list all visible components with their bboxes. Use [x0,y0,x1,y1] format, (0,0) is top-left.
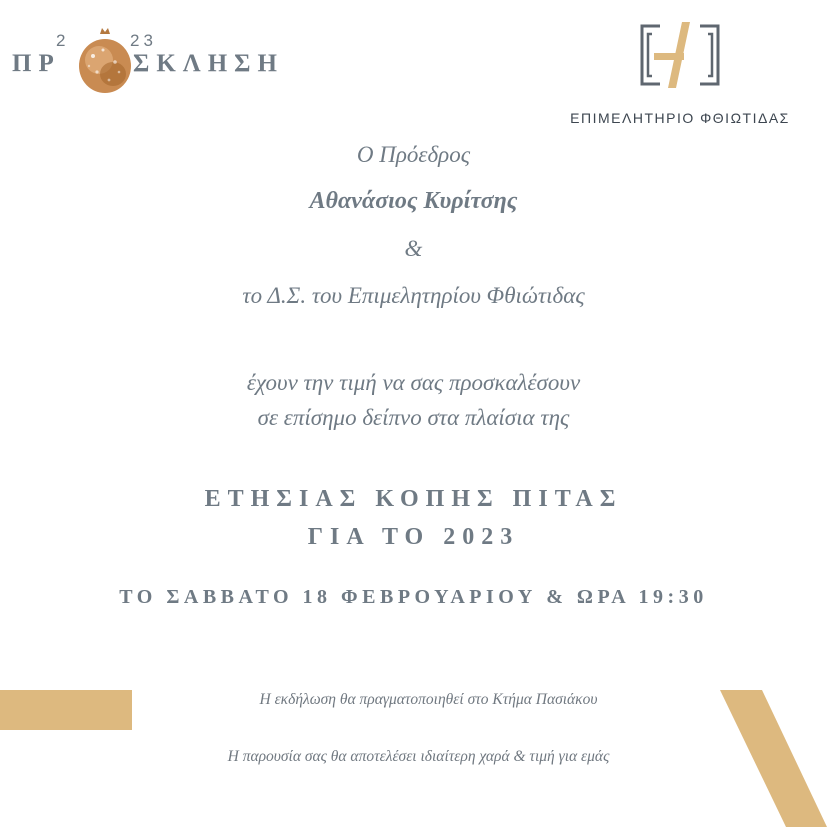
invite-line-2: σε επίσημο δείπνο στα πλαίσια της [257,405,570,430]
chamber-logo-icon [638,20,722,90]
year-left: 2 [56,31,70,50]
closing-line: Η παρουσία σας θα αποτελέσει ιδιαίτερη χαρά & τιμή για εμάς [227,748,610,765]
event-title-1: ΕΤΗΣΙΑΣ ΚΟΠΗΣ ΠΙΤΑΣ [204,486,623,512]
year-right: 23 [130,31,157,50]
title-right: ΣΚΛΗΣΗ [133,50,284,77]
title-left: ΠΡ [12,50,61,77]
event-title-2: ΓΙΑ ΤΟ 2023 [307,524,520,550]
ampersand: & [404,236,423,261]
pomegranate-icon [75,28,135,96]
organization-name: ΕΠΙΜΕΛΗΤΗΡΙΟ ΦΘΙΩΤΙΔΑΣ [570,110,790,126]
president-name: Αθανάσιος Κυρίτσης [309,188,518,214]
venue-line: Η εκδήλωση θα πραγματοποιηθεί στο Κτήμα Πασιάκου [259,691,598,708]
invite-line-1: έχουν την τιμή να σας προσκαλέσουν [246,370,581,395]
invitation-title [12,28,312,108]
board-line: το Δ.Σ. του Επιμελητηρίου Φθιώτιδας [242,283,585,308]
president-title: Ο Πρόεδρος [356,142,471,167]
date-line: ΤΟ ΣΑΒΒΑΤΟ 18 ΦΕΒΡΟΥΑΡΙΟΥ & ΩΡΑ 19:30 [119,586,708,608]
